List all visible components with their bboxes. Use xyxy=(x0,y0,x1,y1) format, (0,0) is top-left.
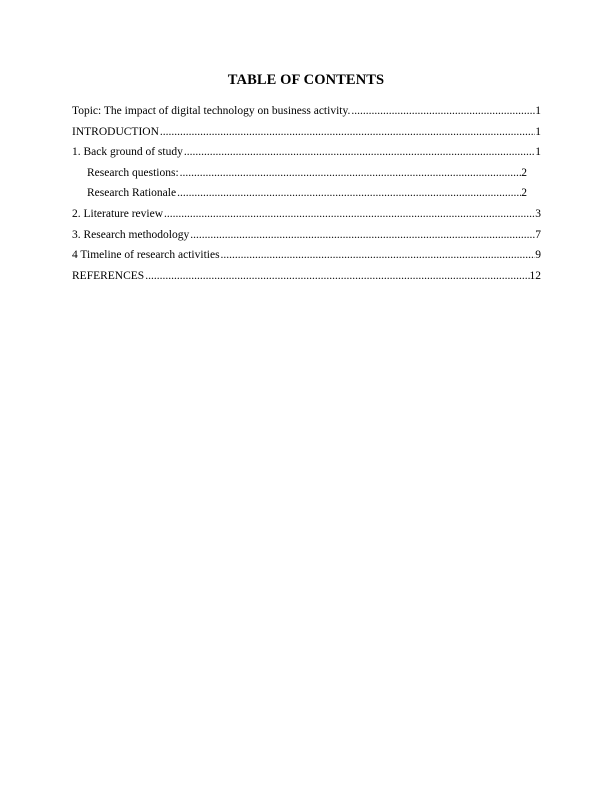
toc-entry-topic[interactable] xyxy=(72,101,541,122)
toc-entry-text: INTRODUCTION xyxy=(72,125,159,138)
toc-entry-references[interactable] xyxy=(72,266,541,287)
toc-dot-leader xyxy=(184,142,535,163)
toc-page-number: 12 xyxy=(529,269,541,282)
toc-dot-leader xyxy=(177,183,521,204)
toc-entry-text: REFERENCES xyxy=(72,269,145,282)
toc-entry-introduction[interactable] xyxy=(72,122,541,143)
toc-page-number: 2 xyxy=(521,166,527,179)
toc-page-number: 1 xyxy=(535,146,541,159)
toc-entry-text: 3. Research methodology xyxy=(72,228,190,241)
toc-page-number: 2 xyxy=(521,187,527,200)
toc-entry-research-questions[interactable] xyxy=(72,163,527,184)
toc-entry-research-rationale[interactable] xyxy=(72,183,527,204)
toc-entry-literature-review[interactable] xyxy=(72,204,541,225)
toc-entry-text: Research Rationale xyxy=(87,187,177,200)
toc-dot-leader xyxy=(145,266,529,287)
toc-dot-leader xyxy=(180,163,522,184)
table-of-contents xyxy=(72,101,541,286)
toc-dot-leader xyxy=(164,204,535,225)
toc-page-number: 9 xyxy=(535,249,541,262)
toc-entry-research-methodology[interactable] xyxy=(72,225,541,246)
toc-entry-timeline[interactable] xyxy=(72,245,541,266)
toc-entry-text: Research questions: xyxy=(87,166,179,179)
toc-page-number: 1 xyxy=(535,125,541,138)
toc-entry-text: 2. Literature review xyxy=(72,207,163,220)
toc-page-number: 3 xyxy=(535,207,541,220)
toc-dot-leader xyxy=(190,225,535,246)
toc-entry-text: 1. Back ground of study xyxy=(72,146,183,159)
toc-page-number: 1 xyxy=(535,105,541,117)
toc-entry-background[interactable] xyxy=(72,142,541,163)
toc-dot-leader xyxy=(160,122,535,143)
toc-entry-text: Topic: The impact of digital technology on business activity. xyxy=(72,105,351,117)
toc-heading: TABLE OF CONTENTS xyxy=(227,72,385,88)
toc-page-number: 7 xyxy=(535,228,541,241)
toc-entry-text: 4 Timeline of research activities xyxy=(72,249,220,262)
toc-dot-leader xyxy=(221,245,536,266)
toc-dot-leader xyxy=(351,101,535,122)
